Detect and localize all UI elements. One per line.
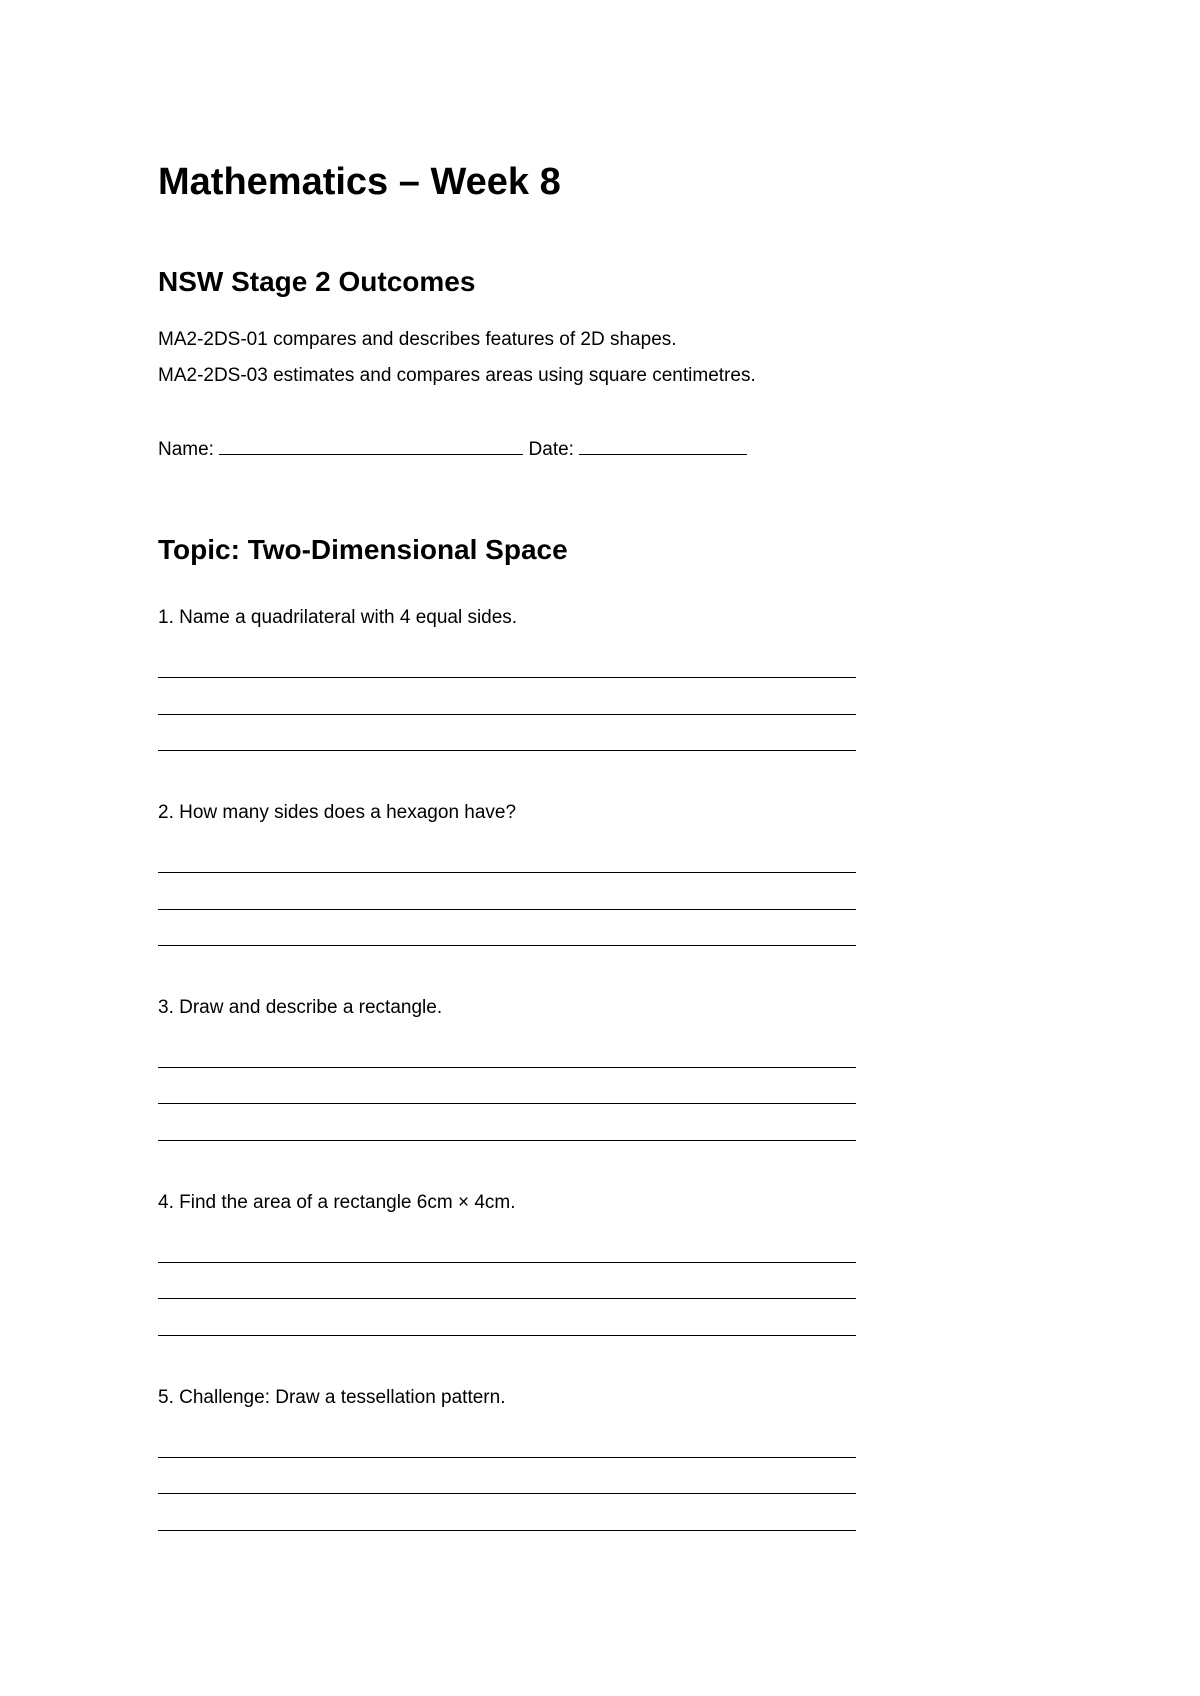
answer-line[interactable] [158,1067,856,1068]
answer-line[interactable] [158,1530,856,1531]
answer-line[interactable] [158,1103,856,1104]
answer-line[interactable] [158,714,856,715]
answer-line[interactable] [158,1298,856,1299]
name-date-row [158,436,747,462]
question-5: 5. Challenge: Draw a tessellation pattern. [158,1387,506,1408]
answer-line[interactable] [158,1262,856,1263]
answer-line[interactable] [158,1457,856,1458]
answer-line[interactable] [158,1493,856,1494]
date-field[interactable] [579,436,747,455]
question-3: 3. Draw and describe a rectangle. [158,997,443,1018]
outcome-item: MA2-2DS-03 estimates and compares areas using square centimetres. [158,365,756,386]
question-2: 2. How many sides does a hexagon have? [158,802,517,823]
name-field[interactable] [219,436,523,455]
page-title: Mathematics – Week 8 [158,161,561,203]
outcome-item: MA2-2DS-01 compares and describes features of 2D shapes. [158,329,677,350]
answer-line[interactable] [158,1140,856,1141]
answer-line[interactable] [158,750,856,751]
answer-line[interactable] [158,872,856,873]
answer-line[interactable] [158,909,856,910]
outcomes-heading: NSW Stage 2 Outcomes [158,266,476,297]
answer-line[interactable] [158,677,856,678]
answer-line[interactable] [158,945,856,946]
answer-line[interactable] [158,1335,856,1336]
question-4: 4. Find the area of a rectangle 6cm × 4cm. [158,1192,516,1213]
name-label: Name: [158,439,214,460]
date-label: Date: [528,439,574,460]
topic-heading: Topic: Two-Dimensional Space [158,534,568,565]
question-1: 1. Name a quadrilateral with 4 equal sides. [158,607,518,628]
